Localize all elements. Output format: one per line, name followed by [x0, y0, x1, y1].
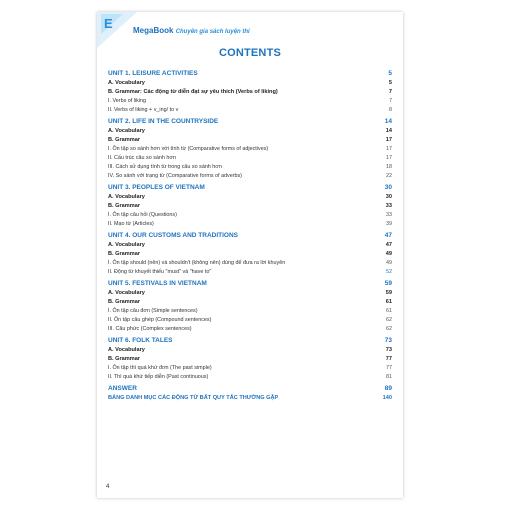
toc-entry-page: 62: [386, 317, 392, 323]
toc-entry[interactable]: [108, 98, 392, 107]
brand-header: [133, 26, 250, 35]
brand-tagline: Chuyên gia sách luyện thi: [175, 29, 250, 35]
toc-entry-text: B. Grammar: [108, 356, 141, 362]
toc-unit-heading-text: UNIT 2. LIFE IN THE COUNTRYSIDE: [108, 118, 219, 125]
toc-entry[interactable]: [108, 290, 392, 299]
toc-entry[interactable]: [108, 155, 392, 164]
toc-entry-page: 59: [385, 290, 392, 296]
toc-entry-text: A. Vocabulary: [108, 242, 145, 248]
toc-unit-heading-page: 5: [388, 70, 392, 77]
toc-entry-text: B. Grammar: Các động từ diễn đạt sự yêu thích (Verbs of liking): [108, 89, 278, 95]
toc-entry-text: IV. So sánh với trạng từ (Comparative forms of adverbs): [108, 173, 242, 179]
toc-entry[interactable]: [108, 356, 392, 365]
toc-entry-page: 7: [389, 98, 392, 104]
toc-entry[interactable]: [108, 374, 392, 383]
toc-entry[interactable]: [108, 326, 392, 335]
toc-entry[interactable]: [108, 89, 392, 98]
toc-entry-text: I. Ôn tập câu đơn (Simple sentences): [108, 308, 198, 314]
toc-appendix[interactable]: [108, 395, 392, 404]
toc-entry-page: 61: [386, 308, 392, 314]
page-title: CONTENTS: [218, 47, 282, 59]
toc-entry[interactable]: [108, 317, 392, 326]
toc-entry-page: 7: [388, 89, 392, 95]
toc-entry-page: 49: [385, 251, 392, 257]
toc-answer[interactable]: [108, 385, 392, 395]
toc-entry[interactable]: [108, 80, 392, 89]
toc-entry-page: 77: [385, 356, 392, 362]
toc-entry[interactable]: [108, 251, 392, 260]
toc-entry-page: 17: [386, 146, 392, 152]
toc-entry-text: A. Vocabulary: [108, 347, 145, 353]
toc-entry-page: 62: [386, 326, 392, 332]
toc-unit-heading-page: 14: [384, 118, 392, 125]
toc-entry-text: A. Vocabulary: [108, 194, 145, 200]
toc-entry[interactable]: [108, 203, 392, 212]
english-badge-icon: [97, 12, 137, 48]
toc-entry-page: 39: [386, 221, 392, 227]
toc-entry[interactable]: [108, 299, 392, 308]
toc-entry[interactable]: [108, 365, 392, 374]
toc-entry-text: I. Ôn tập so sánh hơn với tính từ (Comparative forms of adjectives): [108, 146, 269, 152]
toc-entry-page: 61: [385, 299, 392, 305]
toc-entry[interactable]: [108, 212, 392, 221]
toc-entry[interactable]: [108, 173, 392, 182]
toc-unit-heading[interactable]: [108, 184, 392, 194]
page-number: 4: [106, 484, 110, 490]
toc-entry-page: 30: [385, 194, 392, 200]
toc-unit-heading-text: UNIT 5. FESTIVALS IN VIETNAM: [108, 280, 207, 287]
toc-entry[interactable]: [108, 242, 392, 251]
toc-entry-text: II. Cấu trúc câu so sánh hơn: [108, 155, 176, 161]
toc-appendix-page: 140: [382, 395, 392, 401]
toc-entry-text: II. Thì quá khứ tiếp diễn (Past continuous): [108, 374, 209, 380]
toc-entry[interactable]: [108, 308, 392, 317]
toc-entry[interactable]: [108, 269, 392, 278]
toc-entry-text: III. Cách sử dụng tính từ trong câu so sánh hơn: [108, 164, 222, 170]
brand-name: MegaBook: [133, 26, 174, 35]
toc-unit-heading-page: 47: [384, 232, 392, 239]
toc-entry-text: A. Vocabulary: [108, 128, 145, 134]
toc-entry-text: I. Ôn tập should (nên) và shouldn't (không nên) dùng để đưa ra lời khuyên: [108, 260, 286, 266]
toc-entry-text: A. Vocabulary: [108, 80, 145, 86]
toc-entry[interactable]: [108, 194, 392, 203]
toc-entry[interactable]: [108, 146, 392, 155]
toc-unit-heading-page: 59: [384, 280, 392, 287]
toc-entry-text: I. Verbs of liking: [108, 98, 147, 104]
toc-entry[interactable]: [108, 128, 392, 137]
toc-unit-heading[interactable]: [108, 70, 392, 80]
toc-answer-text: ANSWER: [108, 385, 137, 392]
toc-entry-page: 5: [388, 80, 392, 86]
toc-entry-page: 33: [385, 203, 392, 209]
toc-unit-heading-text: UNIT 6. FOLK TALES: [108, 337, 173, 344]
toc-unit-heading-text: UNIT 1. LEISURE ACTIVITIES: [108, 70, 198, 77]
toc-entry-text: B. Grammar: [108, 299, 141, 305]
toc-entry-text: B. Grammar: [108, 137, 141, 143]
toc-entry-text: I. Ôn tập câu hỏi (Questions): [108, 212, 177, 218]
toc-unit-heading[interactable]: [108, 118, 392, 128]
toc-entry-page: 81: [386, 374, 392, 380]
toc-entry-page: 14: [385, 128, 392, 134]
toc-entry-page: 17: [386, 155, 392, 161]
toc-appendix-text: BẢNG DANH MỤC CÁC ĐỘNG TỪ BẤT QUY TẮC THƯỜNG GẶP: [108, 395, 279, 401]
toc-entry-text: II. Động từ khuyết thiếu "must" và "have to": [108, 269, 212, 275]
toc-entry-page: 33: [386, 212, 392, 218]
table-of-contents: [108, 68, 392, 404]
toc-entry[interactable]: [108, 164, 392, 173]
toc-unit-heading-text: UNIT 4. OUR CUSTOMS AND TRADITIONS: [108, 232, 239, 239]
toc-entry-page: 77: [386, 365, 392, 371]
toc-entry-page: 22: [386, 173, 392, 179]
toc-entry-text: II. Mạo từ (Articles): [108, 221, 154, 227]
book-page: [97, 12, 403, 498]
toc-entry[interactable]: [108, 137, 392, 146]
toc-entry-text: A. Vocabulary: [108, 290, 145, 296]
toc-entry-text: B. Grammar: [108, 251, 141, 257]
toc-entry-page: 17: [385, 137, 392, 143]
toc-entry-text: II. Ôn tập câu ghép (Compound sentences): [108, 317, 212, 323]
badge-letter: E: [104, 16, 113, 31]
toc-unit-heading[interactable]: [108, 337, 392, 347]
toc-entry[interactable]: [108, 260, 392, 269]
toc-entry[interactable]: [108, 347, 392, 356]
toc-entry[interactable]: [108, 221, 392, 230]
toc-entry-page: 8: [389, 107, 392, 113]
toc-entry-page: 49: [386, 260, 392, 266]
toc-entry-page: 73: [385, 347, 392, 353]
toc-answer-page: 89: [384, 385, 392, 392]
toc-entry-page: 52: [386, 269, 392, 275]
toc-entry-text: B. Grammar: [108, 203, 141, 209]
toc-entry-text: I. Ôn tập thì quá khứ đơn (The past simple): [108, 365, 212, 371]
toc-unit-heading[interactable]: [108, 280, 392, 290]
toc-entry-page: 47: [385, 242, 392, 248]
toc-entry-page: 18: [386, 164, 392, 170]
toc-unit-heading-page: 30: [384, 184, 392, 191]
toc-entry-text: III. Câu phức (Complex sentences): [108, 326, 192, 332]
toc-entry-text: II. Verbs of liking + v_ing/ to v: [108, 107, 179, 113]
toc-unit-heading[interactable]: [108, 232, 392, 242]
toc-unit-heading-text: UNIT 3. PEOPLES OF VIETNAM: [108, 184, 205, 191]
toc-unit-heading-page: 73: [384, 337, 392, 344]
toc-entry[interactable]: [108, 107, 392, 116]
